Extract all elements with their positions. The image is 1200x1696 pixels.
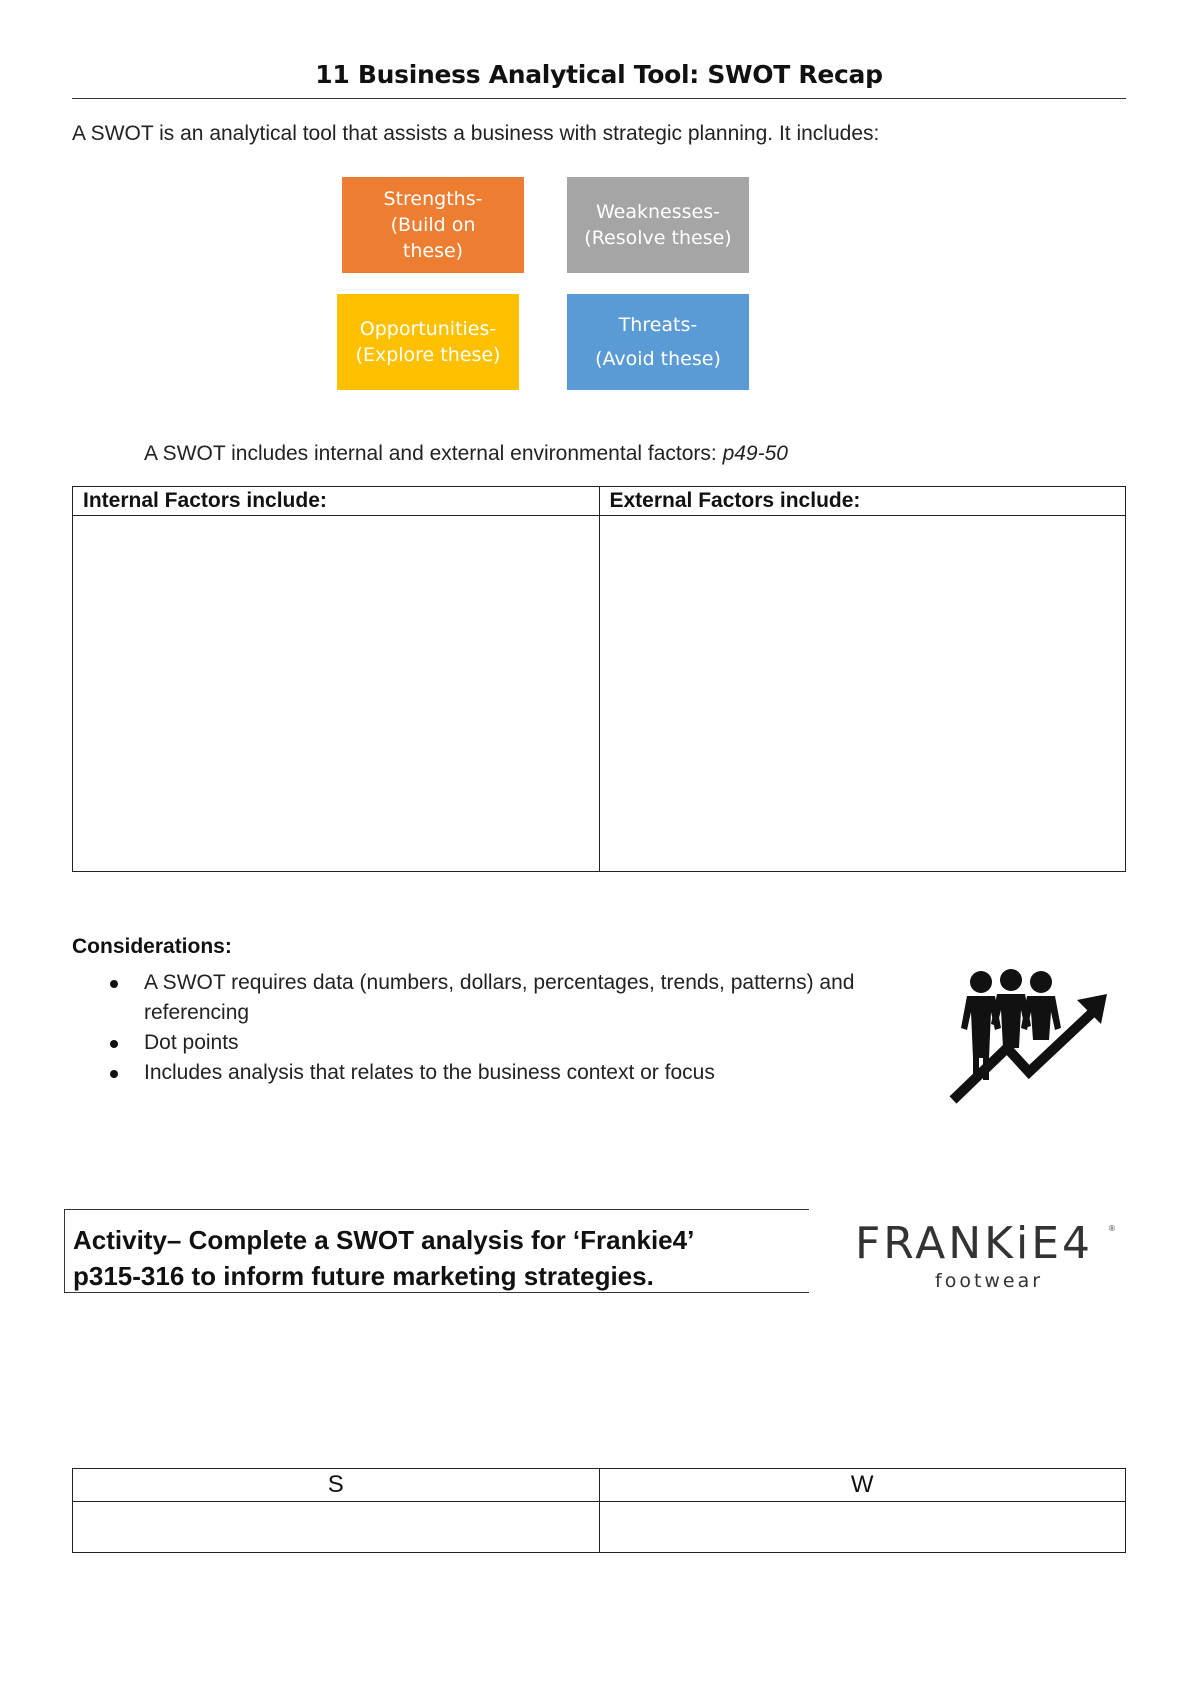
w-cell[interactable] [599,1502,1126,1553]
factors-pages: p49-50 [722,442,788,465]
w-header: W [599,1469,1126,1502]
internal-factors-header: Internal Factors include: [73,487,600,516]
weaknesses-line1: Weaknesses- [596,201,720,223]
list-item: Includes analysis that relates to the business context or focus [72,1058,932,1088]
s-header: S [73,1469,600,1502]
activity-line2: p315-316 to inform future marketing strategies. [73,1261,654,1291]
strengths-line2: (Build on [390,214,476,236]
logo-registered-mark: ® [1109,1224,1115,1233]
people-growth-arrow-icon [945,968,1113,1106]
factors-table [72,486,1126,872]
logo-brand: FRANKiE4 [855,1218,1093,1269]
threats-box [567,294,749,390]
logo-subtitle: footwear [935,1270,1044,1292]
opportunities-box [337,294,519,390]
activity-line1: Activity– Complete a SWOT analysis for ‘Frankie4’ [73,1225,695,1255]
list-item: Dot points [72,1028,932,1058]
threats-line1: Threats- [618,314,698,336]
considerations-heading: Considerations: [72,935,232,958]
factors-intro [144,442,788,466]
title-underline [72,98,1126,99]
threats-line2: (Avoid these) [595,348,721,370]
list-item: A SWOT requires data (numbers, dollars, percentages, trends, patterns) and referencing [72,968,932,1028]
activity-box [64,1209,809,1293]
intro-text: A SWOT is an analytical tool that assists a business with strategic planning. It includes: [72,122,880,145]
external-factors-cell[interactable] [599,516,1126,872]
strengths-line1: Strengths- [383,188,483,210]
opportunities-line1: Opportunities- [359,318,497,340]
strengths-line3: these) [402,240,464,262]
swot-table [72,1468,1126,1553]
strengths-box [342,177,524,273]
weaknesses-line2: (Resolve these) [584,227,732,249]
external-factors-header: External Factors include: [599,487,1126,516]
factors-text: A SWOT includes internal and external environmental factors: [144,442,723,465]
s-cell[interactable] [73,1502,600,1553]
page-title: 11 Business Analytical Tool: SWOT Recap [315,60,883,89]
frankie4-logo [855,1218,1120,1298]
internal-factors-cell[interactable] [73,516,600,872]
considerations-list [72,968,932,1088]
opportunities-line2: (Explore these) [355,344,501,366]
weaknesses-box [567,177,749,273]
